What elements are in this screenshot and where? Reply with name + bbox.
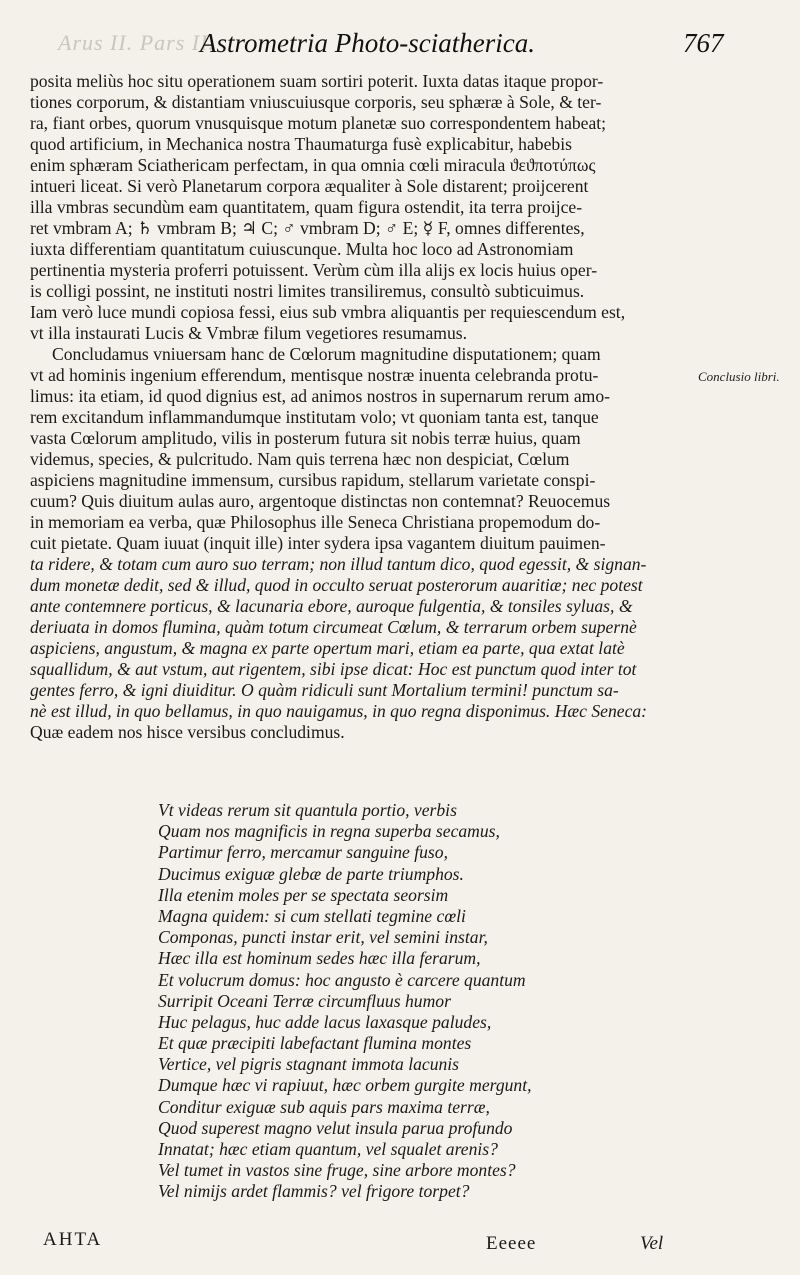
verse-line: Conditur exiguæ sub aquis pars maxima terræ,: [158, 1096, 490, 1117]
verse-line: Quam nos magnificis in regna superba secamus,: [158, 821, 500, 842]
text-line: is colligi possint, ne instituti nostri limites transiliremus, consultò subticuimus.: [30, 281, 585, 301]
text-line: vt illa instaurati Lucis & Vmbræ filum vegetiores resumamus.: [30, 323, 468, 343]
text-line: videmus, species, & pulcritudo. Nam quis terrena hæc non despiciat, Cœlum: [30, 449, 570, 469]
catchword: Vel: [640, 1233, 664, 1254]
verse-line: Vel nimijs ardet flammis? vel frigore torpet?: [158, 1181, 470, 1202]
text-line: Iam verò luce mundi copiosa fessi, eius sub vmbra aliquantis per requiescendum est,: [30, 302, 626, 322]
text-line: ante contemnere porticus, & lacunaria ebore, auroque fulgentia, & tonsiles syluas, &: [30, 596, 633, 616]
text-line: deriuata in domos flumina, quàm totum circumeat Cœlum, & terrarum orbem supernè: [30, 617, 637, 637]
verse-line: Illa etenim moles per se spectata seorsim: [158, 884, 449, 905]
text-line: cuit pietate. Quam iuuat (inquit ille) inter sydera ipsa vagantem diuitum pauimen-: [30, 533, 606, 553]
page-number: 767: [683, 28, 724, 58]
footer-mark: AHTA: [43, 1229, 103, 1250]
paragraph-1: [30, 71, 694, 344]
verse-line: Et quæ præcipiti labefactant flumina montes: [158, 1033, 472, 1054]
text-line: aspiciens magnitudine immensum, cursibus rapidum, stellarum varietate conspi-: [30, 470, 596, 490]
verse-line: Ducimus exiguæ glebæ de parte triumphos.: [158, 863, 464, 884]
verse-block: [158, 800, 678, 1203]
text-line: vasta Cœlorum amplitudo, vilis in posterum futura sit nobis terræ huius, quam: [30, 428, 581, 448]
text-line: dum monetæ dedit, sed & illud, quod in occulto seruat posterorum auaritiæ; nec potest: [30, 575, 643, 595]
verse-line: Dumque hæc vi rapiuut, hæc orbem gurgite mergunt,: [158, 1075, 532, 1096]
verse-line: Huc pelagus, huc adde lacus laxasque paludes,: [158, 1011, 492, 1032]
margin-note: Conclusio libri.: [698, 369, 780, 384]
verse-line: Componas, puncti instar erit, vel semini instar,: [158, 927, 488, 948]
text-line: ret vmbram A; ♄ vmbram B; ♃ C; ♂ vmbram D; ♂ E; ☿ F, omnes differentes,: [30, 218, 585, 238]
text-line: in memoriam ea verba, quæ Philosophus ille Seneca Christiana propemodum do-: [30, 512, 601, 532]
text-line: enim sphæram Sciathericam perfectam, in qua omnia cœli miracula ϑεϑποτύπως: [30, 155, 596, 175]
text-line: pertinentia mysteria proferri potuissent. Verùm cùm illa alijs ex locis huius oper-: [30, 260, 598, 280]
text-line: Concludamus vniuersam hanc de Cœlorum magnitudine disputationem; quam: [52, 344, 601, 364]
text-line: rem excitandum inflammandumque institutam volo; vt quoniam tanta est, tanque: [30, 407, 599, 427]
text-line: vt ad hominis ingenium efferendum, mentisque nostræ inuenta celebranda protu-: [30, 365, 599, 385]
text-line: limus: ita etiam, id quod dignius est, ad animos nostros in supernarum rerum amo-: [30, 386, 611, 406]
text-line: aspiciens, angustum, & magna ex parte opertum mari, etiam ea parte, qua extat latè: [30, 638, 625, 658]
text-line: ra, fiant orbes, quorum vnusquisque motum planetæ suo correspondentem habeat;: [30, 113, 607, 133]
text-line: Quæ eadem nos hisce versibus concludimus.: [30, 722, 345, 742]
body-text: [30, 71, 694, 743]
text-line: iuxta differentiam quantitatum cuiuscunque. Multa hoc loco ad Astronomiam: [30, 239, 574, 259]
signature-mark: Eeeee: [486, 1233, 537, 1254]
text-line: cuum? Quis diuitum aulas auro, argentoque distinctas non contemnat? Reuocemus: [30, 491, 611, 511]
verse-line: Quod superest magno velut insula parua profundo: [158, 1117, 513, 1138]
text-line: nè est illud, in quo bellamus, in quo nauigamus, in quo regna disponimus. Hæc Seneca:: [30, 701, 648, 721]
verse-line: Vel tumet in vastos sine fruge, sine arbore montes?: [158, 1160, 516, 1181]
verse-line: Vt videas rerum sit quantula portio, verbis: [158, 800, 457, 820]
verse-line: Partimur ferro, mercamur sanguine fuso,: [158, 842, 448, 863]
text-line: intueri liceat. Si verò Planetarum corpora æqualiter à Sole distarent; proijcerent: [30, 176, 589, 196]
verse-line: Innatat; hæc etiam quantum, vel squalet arenis?: [158, 1139, 498, 1159]
text-line: ta ridere, & totam cum auro suo terram; non illud tantum dico, quod egessit, & signan-: [30, 554, 647, 574]
text-line: gentes ferro, & igni diuiditur. O quàm ridiculi sunt Mortalium termini! punctum sa-: [30, 680, 619, 700]
text-line: tiones corporum, & distantiam vniuscuiusque corporis, seu sphæræ à Sole, & ter-: [30, 92, 602, 112]
bleed-through-header: Arus II. Pars II.: [58, 30, 215, 55]
verse-line: Magna quidem: si cum stellati tegmine cœli: [158, 905, 466, 926]
verse-line: Hæc illa est hominum sedes hæc illa ferarum,: [158, 948, 481, 969]
verse-line: Surripit Oceani Terræ circumfluus humor: [158, 990, 451, 1011]
text-line: posita meliùs hoc situ operationem suam sortiri poterit. Iuxta datas itaque propor-: [30, 71, 604, 91]
text-line: squallidum, & aut vstum, aut rigentem, sibi ipse dicat: Hoc est punctum quod inter tot: [30, 659, 637, 679]
text-line: quod artificium, in Mechanica nostra Thaumaturga fusè explicabitur, habebis: [30, 134, 572, 154]
verse-line: Vertice, vel pigris stagnant immota lacunis: [158, 1054, 460, 1075]
running-header: Astrometria Photo-sciatherica.: [200, 28, 535, 58]
paragraph-2: [30, 344, 694, 743]
text-line: illa vmbras secundùm eam quantitatem, quam figura ostendit, ita terra proijce-: [30, 197, 583, 217]
verse-line: Et volucrum domus: hoc angusto è carcere quantum: [158, 969, 526, 990]
